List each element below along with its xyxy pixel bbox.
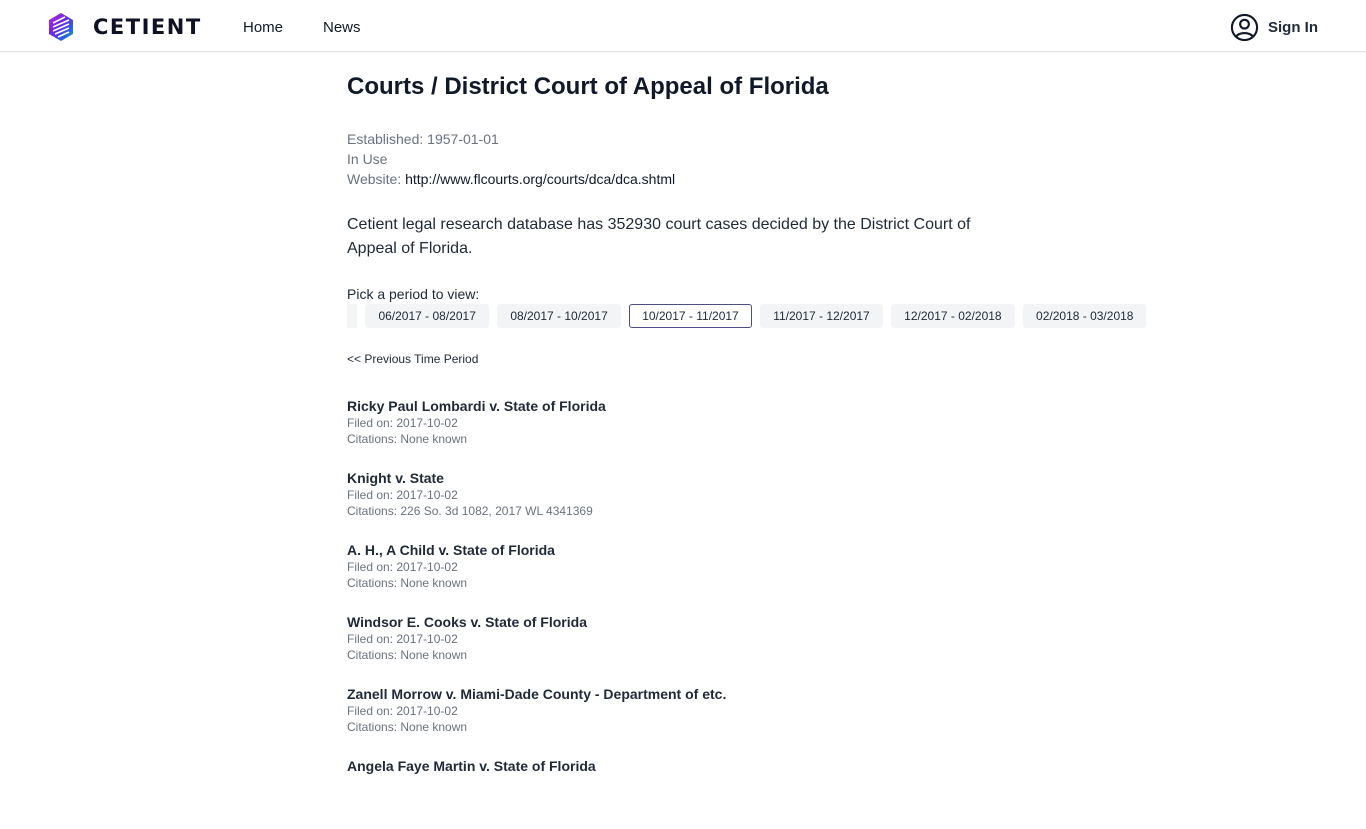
case-title-link[interactable]: A. H., A Child v. State of Florida bbox=[347, 542, 555, 558]
case-title-link[interactable]: Windsor E. Cooks v. State of Florida bbox=[347, 614, 587, 630]
established-value: 1957-01-01 bbox=[427, 131, 499, 147]
case-filed-date: Filed on: 2017-10-02 bbox=[347, 488, 458, 502]
case-item bbox=[347, 541, 1019, 613]
case-title-link[interactable]: Zanell Morrow v. Miami-Dade County - Department of etc. bbox=[347, 686, 727, 702]
website-link[interactable]: http://www.flcourts.org/courts/dca/dca.shtml bbox=[405, 171, 676, 187]
case-filed-date: Filed on: 2017-10-02 bbox=[347, 704, 458, 718]
case-item bbox=[347, 613, 1019, 685]
period-picker-label: Pick a period to view: bbox=[347, 286, 480, 302]
nav-home-link[interactable]: Home bbox=[243, 19, 284, 36]
period-button[interactable]: 11/2017 - 12/2017 bbox=[760, 304, 883, 328]
sign-in-label: Sign In bbox=[1268, 18, 1318, 36]
period-scroll-edge bbox=[347, 304, 357, 328]
brand-logo-link[interactable] bbox=[47, 12, 202, 42]
case-list bbox=[347, 397, 1019, 829]
case-item bbox=[347, 397, 1019, 469]
case-title-link[interactable]: Knight v. State bbox=[347, 470, 444, 486]
case-filed-date: Filed on: 2017-10-02 bbox=[347, 632, 458, 646]
case-item bbox=[347, 757, 1019, 829]
case-title-link[interactable]: Angela Faye Martin v. State of Florida bbox=[347, 758, 596, 774]
period-button[interactable]: 06/2017 - 08/2017 bbox=[365, 304, 488, 328]
period-picker[interactable] bbox=[347, 304, 1134, 328]
established-row bbox=[347, 129, 675, 149]
period-button[interactable]: 08/2017 - 10/2017 bbox=[497, 304, 620, 328]
top-navbar bbox=[0, 0, 1366, 52]
website-label: Website: bbox=[347, 171, 402, 187]
previous-period-link[interactable]: << Previous Time Period bbox=[347, 352, 479, 366]
court-metadata bbox=[347, 129, 675, 189]
court-description: Cetient legal research database has 352930 court cases decided by the District Court of Appeal of Florida. bbox=[347, 216, 971, 257]
court-status: In Use bbox=[347, 151, 388, 167]
case-citations: Citations: 226 So. 3d 1082, 2017 WL 4341369 bbox=[347, 504, 593, 518]
case-citations: Citations: None known bbox=[347, 432, 468, 446]
period-button[interactable]: 02/2018 - 03/2018 bbox=[1023, 304, 1146, 328]
case-citations: Citations: None known bbox=[347, 720, 468, 734]
established-label: Established: bbox=[347, 131, 424, 147]
page-title: Courts / District Court of Appeal of Florida bbox=[347, 73, 829, 100]
case-citations: Citations: None known bbox=[347, 576, 468, 590]
user-circle-icon bbox=[1230, 13, 1259, 42]
period-button-active[interactable]: 10/2017 - 11/2017 bbox=[629, 304, 752, 328]
period-button[interactable]: 12/2017 - 02/2018 bbox=[891, 304, 1014, 328]
hexagon-logo-icon bbox=[47, 12, 75, 42]
case-title-link[interactable]: Ricky Paul Lombardi v. State of Florida bbox=[347, 398, 606, 414]
website-row bbox=[347, 169, 675, 189]
case-citations: Citations: None known bbox=[347, 648, 468, 662]
case-item bbox=[347, 685, 1019, 757]
case-filed-date: Filed on: 2017-10-02 bbox=[347, 416, 458, 430]
brand-name: CETIENT bbox=[93, 15, 202, 39]
nav-news-link[interactable]: News bbox=[323, 19, 361, 36]
sign-in-button[interactable] bbox=[1230, 13, 1318, 41]
case-filed-date: Filed on: 2017-10-02 bbox=[347, 560, 458, 574]
case-item bbox=[347, 469, 1019, 541]
